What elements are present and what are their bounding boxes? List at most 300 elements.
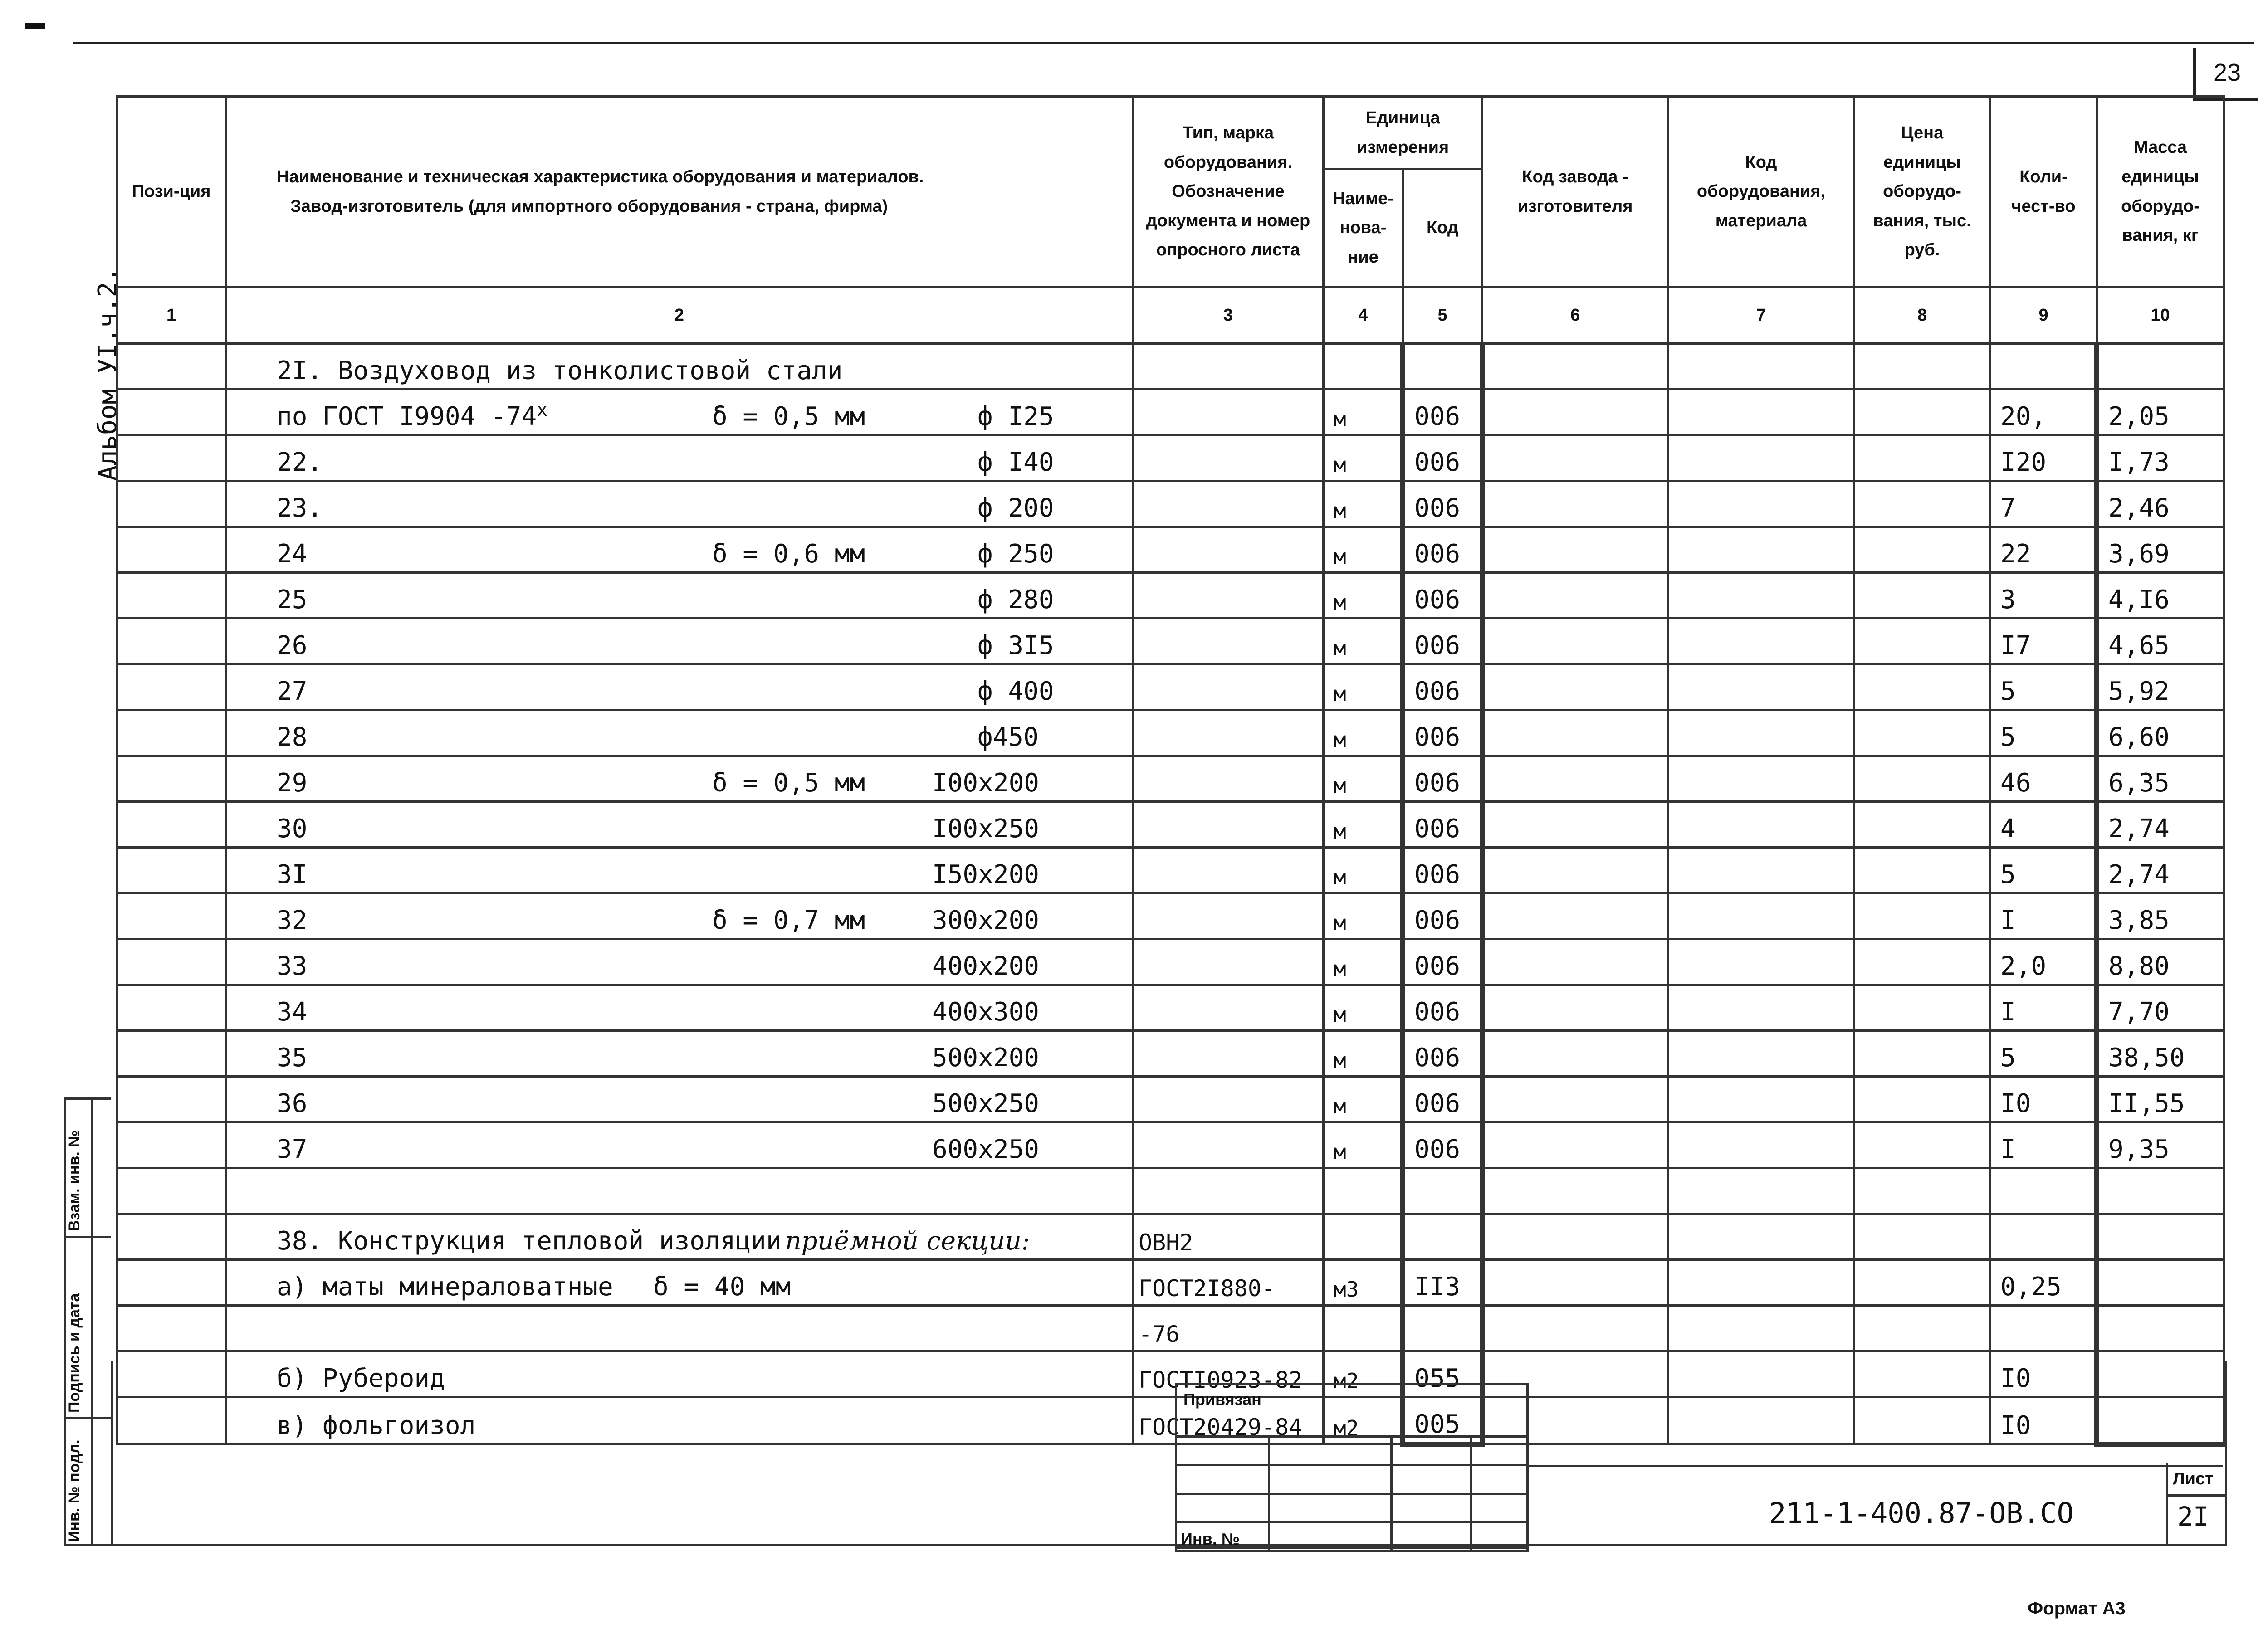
cell-position xyxy=(117,435,226,481)
cell-mass: 2,74 xyxy=(2097,848,2224,893)
cell-name xyxy=(226,939,1133,985)
cell-factory-code xyxy=(1482,344,1668,390)
cell-mass xyxy=(2097,344,2224,390)
cell-type xyxy=(1133,1168,1324,1214)
cell-price xyxy=(1854,573,1990,619)
item-size: 400x300 xyxy=(932,997,1040,1027)
item-size: 500x200 xyxy=(932,1043,1040,1073)
cell-unit xyxy=(1324,1306,1403,1351)
col-number: 9 xyxy=(1990,287,2097,344)
cell-equipment-code xyxy=(1668,390,1854,435)
item-name: в) фольгоизол xyxy=(277,1411,476,1440)
cell-mass: 38,50 xyxy=(2097,1031,2224,1077)
table-row xyxy=(117,1031,2224,1077)
cell-unit: м xyxy=(1324,390,1403,435)
cell-mass: 4,I6 xyxy=(2097,573,2224,619)
cell-name xyxy=(226,985,1133,1031)
header-position: Пози-ция xyxy=(117,97,226,287)
table-row xyxy=(117,893,2224,939)
cell-unit-code: 006 xyxy=(1403,893,1482,939)
cell-equipment-code xyxy=(1668,527,1854,573)
format-label: Формат А3 xyxy=(2028,1599,2126,1619)
margin-stamp xyxy=(64,1097,111,1546)
table-row xyxy=(117,756,2224,802)
cell-unit-code: 005 xyxy=(1403,1397,1482,1444)
cell-quantity: 7 xyxy=(1990,481,2097,527)
cell-equipment-code xyxy=(1668,802,1854,848)
item-size: I00x250 xyxy=(932,814,1040,844)
cell-factory-code xyxy=(1482,893,1668,939)
cell-type xyxy=(1133,848,1324,893)
cell-type xyxy=(1133,390,1324,435)
cell-quantity: I xyxy=(1990,1122,2097,1168)
header-unit-code: Код xyxy=(1403,169,1482,287)
cell-price xyxy=(1854,848,1990,893)
cell-mass: 3,85 xyxy=(2097,893,2224,939)
col-number: 6 xyxy=(1482,287,1668,344)
cell-mass: 8,80 xyxy=(2097,939,2224,985)
cell-position xyxy=(117,756,226,802)
col-number: 8 xyxy=(1854,287,1990,344)
cell-unit-code: 006 xyxy=(1403,481,1482,527)
item-name-handwritten: приёмной секции: xyxy=(785,1226,1030,1256)
table-row xyxy=(117,664,2224,710)
cell-price xyxy=(1854,390,1990,435)
cell-factory-code xyxy=(1482,1077,1668,1122)
margin-label-inv-original: Инв. № подл. xyxy=(66,1439,83,1542)
cell-name xyxy=(226,664,1133,710)
table-row xyxy=(117,1077,2224,1122)
cell-price xyxy=(1854,664,1990,710)
cell-price xyxy=(1854,619,1990,664)
cell-mass xyxy=(2097,1168,2224,1214)
document-code: 211-1-400.87-ОВ.СО xyxy=(1769,1497,2074,1530)
cell-unit: м xyxy=(1324,756,1403,802)
item-size: I50x200 xyxy=(932,860,1040,889)
cell-position xyxy=(117,1214,226,1260)
cell-position xyxy=(117,344,226,390)
top-border xyxy=(73,42,2254,44)
cell-price xyxy=(1854,435,1990,481)
cell-mass: 7,70 xyxy=(2097,985,2224,1031)
album-label: Альбом УI.ч.2. xyxy=(93,266,122,481)
cell-name xyxy=(226,1306,1133,1351)
cell-unit: м xyxy=(1324,893,1403,939)
cell-unit-code xyxy=(1403,1306,1482,1351)
cell-position xyxy=(117,985,226,1031)
header-price: Цена единицы оборудо-вания, тыс. руб. xyxy=(1854,97,1990,287)
cell-position xyxy=(117,939,226,985)
header-mass: Масса единицы оборудо-вания, кг xyxy=(2097,97,2224,287)
cell-quantity: I0 xyxy=(1990,1397,2097,1444)
item-size: 500x250 xyxy=(932,1089,1040,1118)
item-name: 22. xyxy=(277,448,323,477)
cell-quantity: I20 xyxy=(1990,435,2097,481)
cell-position xyxy=(117,710,226,756)
cell-factory-code xyxy=(1482,939,1668,985)
cell-type: ГОСТ2I880- xyxy=(1133,1260,1324,1306)
item-name: 27 xyxy=(277,677,308,706)
cell-equipment-code xyxy=(1668,664,1854,710)
cell-quantity: 20, xyxy=(1990,390,2097,435)
cell-unit: м xyxy=(1324,664,1403,710)
cell-unit-code xyxy=(1403,344,1482,390)
binding-stamp-title: Привязан xyxy=(1183,1390,1261,1409)
cell-quantity xyxy=(1990,1168,2097,1214)
cell-price xyxy=(1854,939,1990,985)
cell-price xyxy=(1854,985,1990,1031)
cell-unit-code xyxy=(1403,1168,1482,1214)
cell-type xyxy=(1133,1122,1324,1168)
cell-name xyxy=(226,848,1133,893)
cell-unit-code: 006 xyxy=(1403,848,1482,893)
page-number: 23 xyxy=(2193,48,2258,101)
cell-quantity: 3 xyxy=(1990,573,2097,619)
table-row xyxy=(117,344,2224,390)
cell-quantity xyxy=(1990,1306,2097,1351)
table-row xyxy=(117,710,2224,756)
item-size: ф 400 xyxy=(978,677,1054,706)
cell-quantity: 5 xyxy=(1990,710,2097,756)
cell-unit xyxy=(1324,1214,1403,1260)
cell-equipment-code xyxy=(1668,756,1854,802)
table-row xyxy=(117,573,2224,619)
item-thickness: δ = 0,5 мм xyxy=(712,768,865,798)
cell-type xyxy=(1133,435,1324,481)
cell-quantity: I0 xyxy=(1990,1077,2097,1122)
cell-quantity: 2,0 xyxy=(1990,939,2097,985)
cell-type xyxy=(1133,985,1324,1031)
item-size: ф 250 xyxy=(978,539,1054,569)
cell-mass xyxy=(2097,1306,2224,1351)
cell-unit-code: 006 xyxy=(1403,1031,1482,1077)
cell-type xyxy=(1133,893,1324,939)
cell-unit: м xyxy=(1324,802,1403,848)
cell-position xyxy=(117,1168,226,1214)
item-name: 24 xyxy=(277,539,308,569)
col-number: 7 xyxy=(1668,287,1854,344)
cell-type xyxy=(1133,619,1324,664)
item-name: 25 xyxy=(277,585,308,615)
cell-factory-code xyxy=(1482,1168,1668,1214)
sheet-box xyxy=(2166,1463,2225,1544)
table-row xyxy=(117,939,2224,985)
cell-position xyxy=(117,1031,226,1077)
item-size: I00x200 xyxy=(932,768,1040,798)
margin-label-signature-date: Подпись и дата xyxy=(66,1293,83,1413)
cell-mass: 2,74 xyxy=(2097,802,2224,848)
table-row xyxy=(117,435,2224,481)
cell-position xyxy=(117,1260,226,1306)
cell-factory-code xyxy=(1482,710,1668,756)
cell-mass: 6,35 xyxy=(2097,756,2224,802)
cell-unit: м xyxy=(1324,481,1403,527)
header-type: Тип, марка оборудования. Обозначение документа и номер опросного листа xyxy=(1133,97,1324,287)
cell-unit: м xyxy=(1324,619,1403,664)
cell-quantity: 0,25 xyxy=(1990,1260,2097,1306)
cell-unit-code: 006 xyxy=(1403,390,1482,435)
cell-type: ОВН2 xyxy=(1133,1214,1324,1260)
cell-position xyxy=(117,1306,226,1351)
cell-factory-code xyxy=(1482,435,1668,481)
item-name: 34 xyxy=(277,997,308,1027)
cell-factory-code xyxy=(1482,664,1668,710)
cell-unit: м xyxy=(1324,1122,1403,1168)
cell-factory-code xyxy=(1482,481,1668,527)
cell-price xyxy=(1854,1077,1990,1122)
cell-position xyxy=(117,527,226,573)
cell-position xyxy=(117,664,226,710)
cell-unit-code: 006 xyxy=(1403,435,1482,481)
cell-position xyxy=(117,1077,226,1122)
cell-name xyxy=(226,1031,1133,1077)
cell-unit: м xyxy=(1324,1077,1403,1122)
cell-price xyxy=(1854,1168,1990,1214)
sheet-number: 2I xyxy=(2177,1501,2209,1532)
col-number: 3 xyxy=(1133,287,1324,344)
cell-unit-code: 006 xyxy=(1403,573,1482,619)
corner-mark xyxy=(25,23,45,29)
item-name: б) Рубероид xyxy=(277,1364,445,1393)
cell-name xyxy=(226,481,1133,527)
cell-position xyxy=(117,893,226,939)
item-name: 28 xyxy=(277,722,308,752)
table-row xyxy=(117,802,2224,848)
table-row xyxy=(117,1122,2224,1168)
cell-equipment-code xyxy=(1668,1122,1854,1168)
cell-factory-code xyxy=(1482,1031,1668,1077)
item-size: ф 3I5 xyxy=(978,631,1054,660)
cell-name xyxy=(226,710,1133,756)
col-number: 1 xyxy=(117,287,226,344)
item-name: 29 xyxy=(277,768,308,798)
cell-price xyxy=(1854,1306,1990,1351)
item-size: ф 280 xyxy=(978,585,1054,615)
cell-type xyxy=(1133,939,1324,985)
item-name: 32 xyxy=(277,906,308,935)
col-number: 5 xyxy=(1403,287,1482,344)
cell-unit: м xyxy=(1324,527,1403,573)
cell-equipment-code xyxy=(1668,710,1854,756)
cell-equipment-code xyxy=(1668,1306,1854,1351)
cell-price xyxy=(1854,1031,1990,1077)
cell-equipment-code xyxy=(1668,1168,1854,1214)
cell-quantity: I0 xyxy=(1990,1351,2097,1397)
table-row xyxy=(117,1214,2224,1260)
header-unit-name: Наиме-нова-ние xyxy=(1324,169,1403,287)
cell-equipment-code xyxy=(1668,939,1854,985)
item-name: 23. xyxy=(277,493,323,523)
cell-unit-code: 055 xyxy=(1403,1351,1482,1397)
item-name: 35 xyxy=(277,1043,308,1073)
cell-mass: 5,92 xyxy=(2097,664,2224,710)
cell-unit: м xyxy=(1324,939,1403,985)
table-row xyxy=(117,527,2224,573)
cell-unit-code: 006 xyxy=(1403,985,1482,1031)
table-row xyxy=(117,390,2224,435)
cell-name xyxy=(226,893,1133,939)
cell-type: ГОСТI0923-82 xyxy=(1133,1351,1324,1397)
cell-position xyxy=(117,619,226,664)
item-thickness: δ = 40 мм xyxy=(653,1272,791,1302)
cell-unit xyxy=(1324,1168,1403,1214)
inv-label: Инв. № xyxy=(1181,1530,1240,1548)
cell-equipment-code xyxy=(1668,893,1854,939)
cell-unit-code: 006 xyxy=(1403,619,1482,664)
item-name: 37 xyxy=(277,1135,308,1164)
cell-position xyxy=(117,390,226,435)
cell-type xyxy=(1133,664,1324,710)
cell-mass: 2,05 xyxy=(2097,390,2224,435)
cell-equipment-code xyxy=(1668,1077,1854,1122)
cell-unit-code: 006 xyxy=(1403,1077,1482,1122)
cell-quantity: 4 xyxy=(1990,802,2097,848)
cell-mass xyxy=(2097,1260,2224,1306)
cell-type xyxy=(1133,802,1324,848)
cell-unit-code: 006 xyxy=(1403,939,1482,985)
cell-factory-code xyxy=(1482,527,1668,573)
cell-factory-code xyxy=(1482,1306,1668,1351)
header-equipment-code: Код оборудования, материала xyxy=(1668,97,1854,287)
column-numbers-row xyxy=(117,287,2224,344)
header-unit: Единица измерения xyxy=(1324,97,1482,169)
cell-name xyxy=(226,1168,1133,1214)
cell-quantity: 46 xyxy=(1990,756,2097,802)
cell-quantity: 5 xyxy=(1990,848,2097,893)
table-row xyxy=(117,481,2224,527)
item-superscript: x xyxy=(537,400,548,421)
cell-factory-code xyxy=(1482,390,1668,435)
cell-name xyxy=(226,435,1133,481)
cell-factory-code xyxy=(1482,756,1668,802)
cell-name xyxy=(226,1077,1133,1122)
cell-factory-code xyxy=(1482,619,1668,664)
cell-quantity: I xyxy=(1990,893,2097,939)
cell-quantity: 5 xyxy=(1990,1031,2097,1077)
cell-name xyxy=(226,1122,1133,1168)
cell-factory-code xyxy=(1482,848,1668,893)
item-thickness: δ = 0,7 мм xyxy=(712,906,865,935)
cell-price xyxy=(1854,1122,1990,1168)
cell-type xyxy=(1133,1031,1324,1077)
cell-equipment-code xyxy=(1668,1214,1854,1260)
cell-unit: м xyxy=(1324,573,1403,619)
header-quantity: Коли-чест-во xyxy=(1990,97,2097,287)
item-name: 26 xyxy=(277,631,308,660)
cell-equipment-code xyxy=(1668,1260,1854,1306)
item-name: 30 xyxy=(277,814,308,844)
cell-name xyxy=(226,527,1133,573)
cell-unit-code: 006 xyxy=(1403,1122,1482,1168)
header-factory-code: Код завода - изготовителя xyxy=(1482,97,1668,287)
cell-unit: м xyxy=(1324,435,1403,481)
cell-unit: м xyxy=(1324,710,1403,756)
cell-name xyxy=(226,802,1133,848)
cell-name xyxy=(226,619,1133,664)
item-size: ф 200 xyxy=(978,493,1054,523)
cell-mass: 6,60 xyxy=(2097,710,2224,756)
specification-table xyxy=(116,95,2225,1447)
cell-equipment-code xyxy=(1668,848,1854,893)
cell-type xyxy=(1133,481,1324,527)
cell-position xyxy=(117,802,226,848)
margin-label-replace-inv: Взам. инв. № xyxy=(66,1130,83,1231)
table-row xyxy=(117,1260,2224,1306)
header-name xyxy=(226,97,1133,287)
cell-quantity xyxy=(1990,1214,2097,1260)
cell-equipment-code xyxy=(1668,573,1854,619)
cell-unit: м3 xyxy=(1324,1260,1403,1306)
cell-factory-code xyxy=(1482,1214,1668,1260)
col-number: 4 xyxy=(1324,287,1403,344)
cell-price xyxy=(1854,481,1990,527)
table-row xyxy=(117,985,2224,1031)
cell-unit-code xyxy=(1403,1214,1482,1260)
cell-price xyxy=(1854,756,1990,802)
header-name-line2: Завод-изготовитель (для импортного оборудования - страна, фирма) xyxy=(290,196,888,216)
cell-factory-code xyxy=(1482,1122,1668,1168)
item-size: 600x250 xyxy=(932,1135,1040,1164)
cell-price xyxy=(1854,802,1990,848)
cell-quantity: I7 xyxy=(1990,619,2097,664)
cell-factory-code xyxy=(1482,985,1668,1031)
cell-type: ГОСТ20429-84 xyxy=(1133,1397,1324,1444)
cell-price xyxy=(1854,710,1990,756)
cell-mass: 3,69 xyxy=(2097,527,2224,573)
cell-price xyxy=(1854,1214,1990,1260)
table-row xyxy=(117,1306,2224,1351)
cell-type xyxy=(1133,573,1324,619)
cell-name xyxy=(226,390,1133,435)
cell-unit-code: 006 xyxy=(1403,756,1482,802)
item-name: 38. Конструкция тепловой изоляции xyxy=(277,1226,782,1256)
cell-factory-code xyxy=(1482,802,1668,848)
item-size: ф450 xyxy=(978,722,1039,752)
cell-price xyxy=(1854,527,1990,573)
item-name: 36 xyxy=(277,1089,308,1118)
cell-price xyxy=(1854,1260,1990,1306)
cell-equipment-code xyxy=(1668,619,1854,664)
col-number: 2 xyxy=(226,287,1133,344)
table-row xyxy=(117,1168,2224,1214)
item-name: а) маты минераловатные xyxy=(277,1272,613,1302)
cell-mass: I,73 xyxy=(2097,435,2224,481)
item-thickness: δ = 0,6 мм xyxy=(712,539,865,569)
cell-mass: II,55 xyxy=(2097,1077,2224,1122)
cell-mass: 4,65 xyxy=(2097,619,2224,664)
cell-name xyxy=(226,573,1133,619)
sheet-label: Лист xyxy=(2173,1469,2214,1488)
item-size: 400x200 xyxy=(932,951,1040,981)
cell-unit: м xyxy=(1324,1031,1403,1077)
cell-position xyxy=(117,1122,226,1168)
cell-mass: 2,46 xyxy=(2097,481,2224,527)
cell-unit xyxy=(1324,344,1403,390)
cell-mass xyxy=(2097,1214,2224,1260)
cell-price xyxy=(1854,893,1990,939)
cell-equipment-code xyxy=(1668,985,1854,1031)
item-thickness: δ = 0,5 мм xyxy=(712,402,865,431)
cell-type xyxy=(1133,527,1324,573)
cell-equipment-code xyxy=(1668,435,1854,481)
item-name: 2I. Воздуховод из тонколистовой стали xyxy=(277,356,843,385)
cell-mass: 9,35 xyxy=(2097,1122,2224,1168)
cell-position xyxy=(117,848,226,893)
item-name: 3I xyxy=(277,860,308,889)
cell-equipment-code xyxy=(1668,344,1854,390)
item-name: 33 xyxy=(277,951,308,981)
col-number: 10 xyxy=(2097,287,2224,344)
